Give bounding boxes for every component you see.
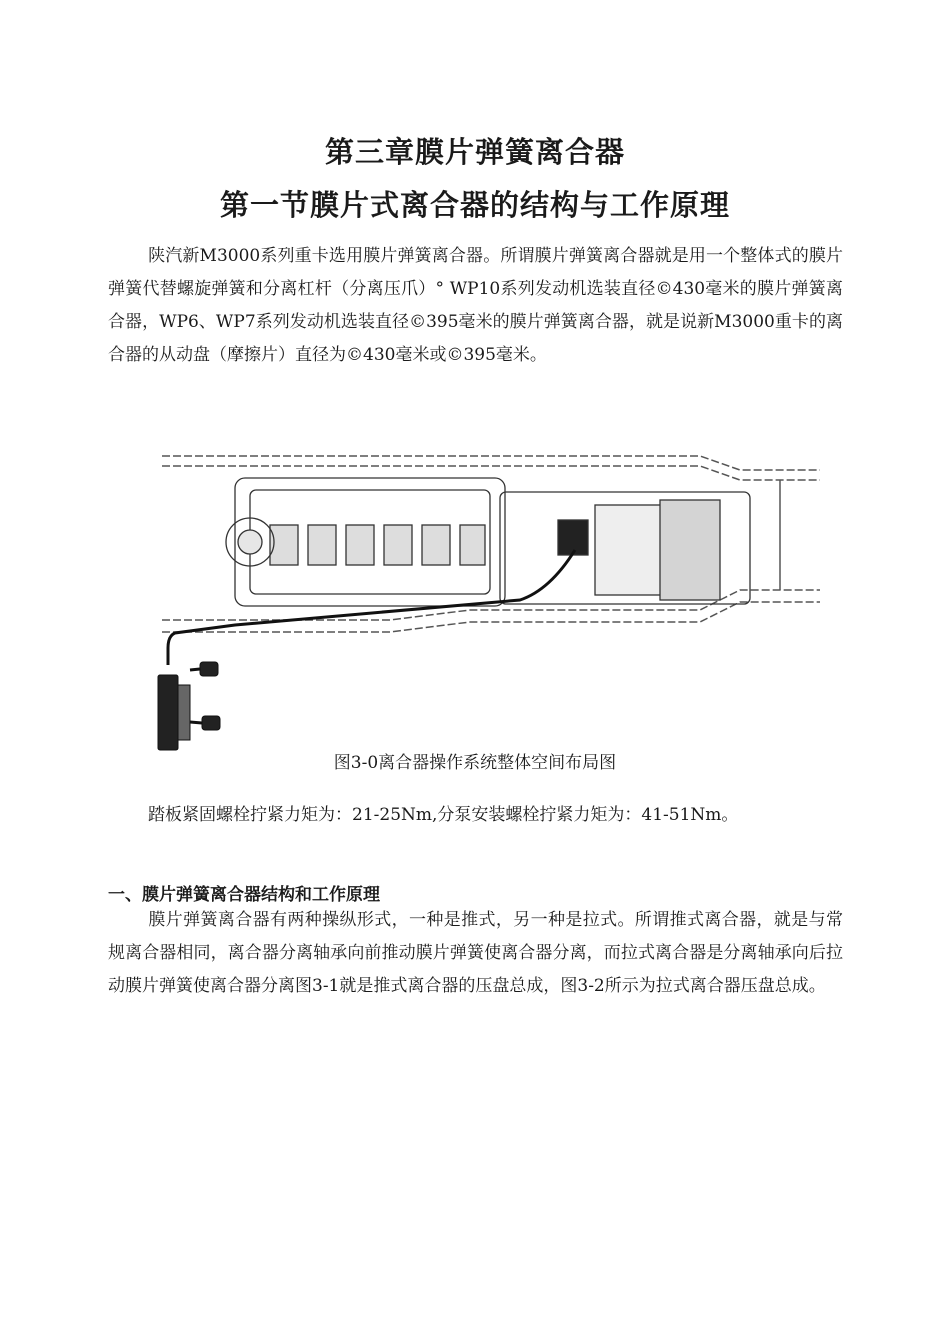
section-heading-1: 一、膜片弹簧离合器结构和工作原理 [108,885,380,905]
engine-block [226,478,505,606]
intro-paragraph [108,240,843,372]
gearbox [500,492,750,604]
chapter-title: 第三章膜片弹簧离合器 [324,135,625,169]
pedal-assembly [158,662,220,750]
intro-paragraph-text: 陕汽新M3000系列重卡选用膜片弹簧离合器。所谓膜片弹簧离合器就是用一个整体式的膜片弹簧代替螺旋弹簧和分离杠杆（分离压爪）° WP10系列发动机选装直径©430毫米的膜片弹簧离合器，WP6、WP7系列发动机选装直径©395毫米的膜片弹簧离合器，就是说新M3000重卡的离合器的从动盘（摩擦片）直径为©430毫米或©395毫米。 [108,246,843,365]
clutch-layout-figure [140,450,820,760]
torque-note: 踏板紧固螺栓拧紧力矩为：21-25Nm,分泵安装螺栓拧紧力矩为：41-51Nm。 [148,805,739,825]
clutch-line [168,550,575,665]
paragraph-2 [108,904,843,1003]
section-title: 第一节膜片式离合器的结构与工作原理 [219,188,730,222]
figure-caption: 图3-0离合器操作系统整体空间布局图 [333,753,617,773]
paragraph-2-text: 膜片弹簧离合器有两种操纵形式，一种是推式，另一种是拉式。所谓推式离合器，就是与常规离合器相同，离合器分离轴承向前推动膜片弹簧使离合器分离，而拉式离合器是分离轴承向后拉动膜片弹簧使离合器分离图3-1就是推式离合器的压盘总成，图3-2所示为拉式离合器压盘总成。 [108,910,843,996]
